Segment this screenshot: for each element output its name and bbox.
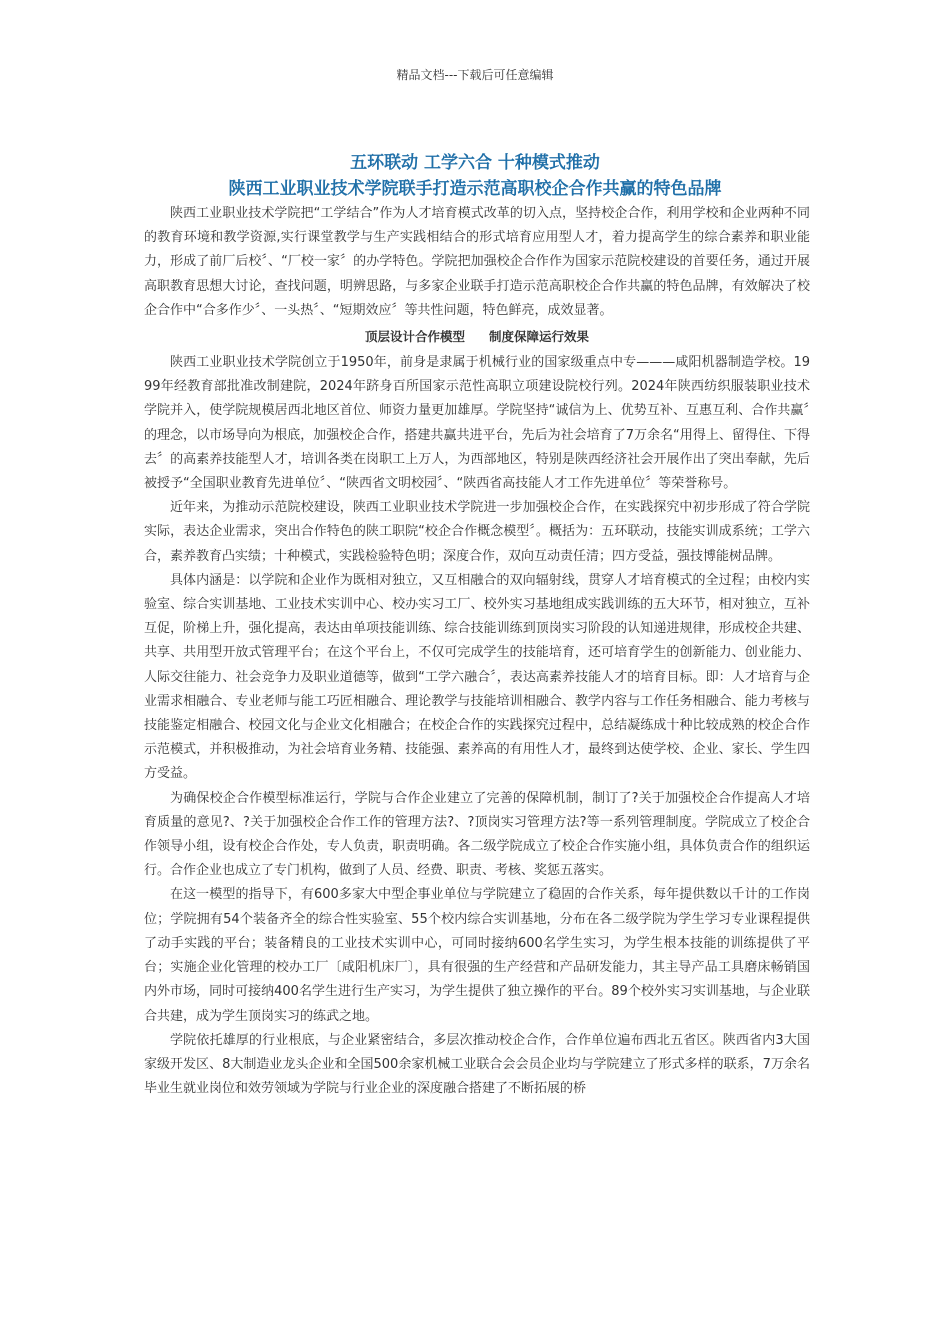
document-title: [0, 150, 950, 202]
paragraph-results: 在这一模型的指导下，有600多家大中型企事业单位与学院建立了稳固的合作关系，每年提供数以千计的工作岗位；学院拥有54个装备齐全的综合性实验室、55个校内综合实训基地，分布在各二级学院为学生学习专业课程提供了动手实践的平台；装备精良的工业技术实训中心，可同时接纳600名学生实习，为学生根本技能的训练提供了平台；实施企业化管理的校办工厂〔咸阳机床厂〕，具有很强的生产经营和产品研发能力，其主导产品工具磨床畅销国内外市场，同时可接纳400名学生进行生产实习，为学生提供了独立操作的平台。89个校外实习实训基地，与企业联合共建，成为学生顶岗实习的练武之地。: [144, 887, 810, 1024]
paragraph-history: 陕西工业职业技术学院创立于1950年，前身是隶属于机械行业的国家级重点中专———咸阳机器制造学校。1999年经教育部批准改制建院，2024年跻身百所国家示范性高职立项建设院校行列。2024年陕西纺织服装职业技术学院并入，使学院规模居西北地区首位、师资力量更加雄厚。学院坚持“诚信为上、优势互补、互惠互利、合作共赢〞的理念，以市场导向为根底，加强校企合作，搭建共赢共进平台，先后为社会培育了7万余名“用得上、留得住、下得去〞的高素养技能型人才，培训各类在岗职工上万人，为西部地区，特别是陕西经济社会开展作出了突出奉献，先后被授予“全国职业教育先进单位〞、“陕西省文明校园〞、“陕西省高技能人才工作先进单位〞等荣誉称号。: [144, 355, 810, 492]
paragraph-industry: 学院依托雄厚的行业根底，与企业紧密结合，多层次推动校企合作，合作单位遍布西北五省区。陕西省内3大国家级开发区、8大制造业龙头企业和全国500余家机械工业联合会会员企业均与学院建立了形式多样的联系，7万余名毕业生就业岗位和效劳领域为学院与行业企业的深度融合搭建了不断拓展的桥: [144, 1032, 810, 1097]
paragraph-guarantee: 为确保校企合作模型标准运行，学院与合作企业建立了完善的保障机制，制订了?关于加强校企合作提高人才培育质量的意见?、?关于加强校企合作工作的管理方法?、?顶岗实习管理方法?等一系列管理制度。学院成立了校企合作领导小组，设有校企合作处，专人负责，职责明确。各二级学院成立了校企合作实施小组，具体负责合作的组织运行。合作企业也成立了专门机构，做到了人员、经费、职责、考核、奖惩五落实。: [144, 790, 810, 879]
section-heading-right: 制度保障运行效果: [489, 329, 590, 345]
title-line-2: 陕西工业职业技术学院联手打造示范高职校企合作共赢的特色品牌: [228, 179, 722, 199]
paragraph-intro: 陕西工业职业技术学院把“工学结合”作为人才培育模式改革的切入点，坚持校企合作，利用学校和企业两种不同的教育环境和教学资源,实行课堂教学与生产实践相结合的形式培育应用型人才，着力提高学生的综合素养和职业能力，形成了前厂后校〞、“厂校一家〞的办学特色。学院把加强校企合作作为国家示范院校建设的首要任务，通过开展高职教育思想大讨论，查找问题，明辨思路，与多家企业联手打造示范高职校企合作共赢的特色品牌，有效解决了校企合作中“合多作少〞、一头热〞、“短期效应〞等共性问题，特色鲜亮，成效显著。: [144, 206, 810, 318]
header-note: 精品文档---下载后可任意编辑: [396, 68, 554, 82]
title-line-1: 五环联动 工学六合 十种模式推动: [350, 153, 600, 173]
document-body: [144, 202, 810, 1101]
paragraph-model: 近年来，为推动示范院校建设，陕西工业职业技术学院进一步加强校企合作，在实践探究中初步形成了符合学院实际，表达企业需求，突出合作特色的陕工职院“校企合作概念模型〞。概括为：五环联动，技能实训成系统；工学六合，素养教育凸实绩；十种模式，实践检验特色明；深度合作，双向互动责任清；四方受益，强技博能树品牌。: [144, 500, 810, 564]
section-heading-left: 顶层设计合作模型: [364, 329, 465, 345]
paragraph-connotation: 具体内涵是：以学院和企业作为既相对独立，又互相融合的双向辐射线，贯穿人才培育模式的全过程；由校内实验室、综合实训基地、工业技术实训中心、校办实习工厂、校外实习基地组成实践训练的五大环节，相对独立，互补互促，阶梯上升，强化提高，表达由单项技能训练、综合技能训练到顶岗实习阶段的认知递进规律，形成校企共建、共享、共用型开放式管理平台；在这个平台上，不仅可完成学生的技能培育，还可培育学生的创新能力、创业能力、人际交往能力、社会竞争力及职业道德等，做到“工学六融合〞，表达高素养技能人才的培育目标。即：人才培育与企业需求相融合、专业老师与能工巧匠相融合、理论教学与技能培训相融合、教学内容与工作任务相融合、能力考核与技能鉴定相融合、校园文化与企业文化相融合；在校企合作的实践探究过程中，总结凝练成十种比较成熟的校企合作示范模式，并积极推动，为社会培育业务精、技能强、素养高的有用性人才，最终到达使学校、企业、家长、学生四方受益。: [144, 572, 810, 782]
section-heading: [144, 323, 810, 351]
